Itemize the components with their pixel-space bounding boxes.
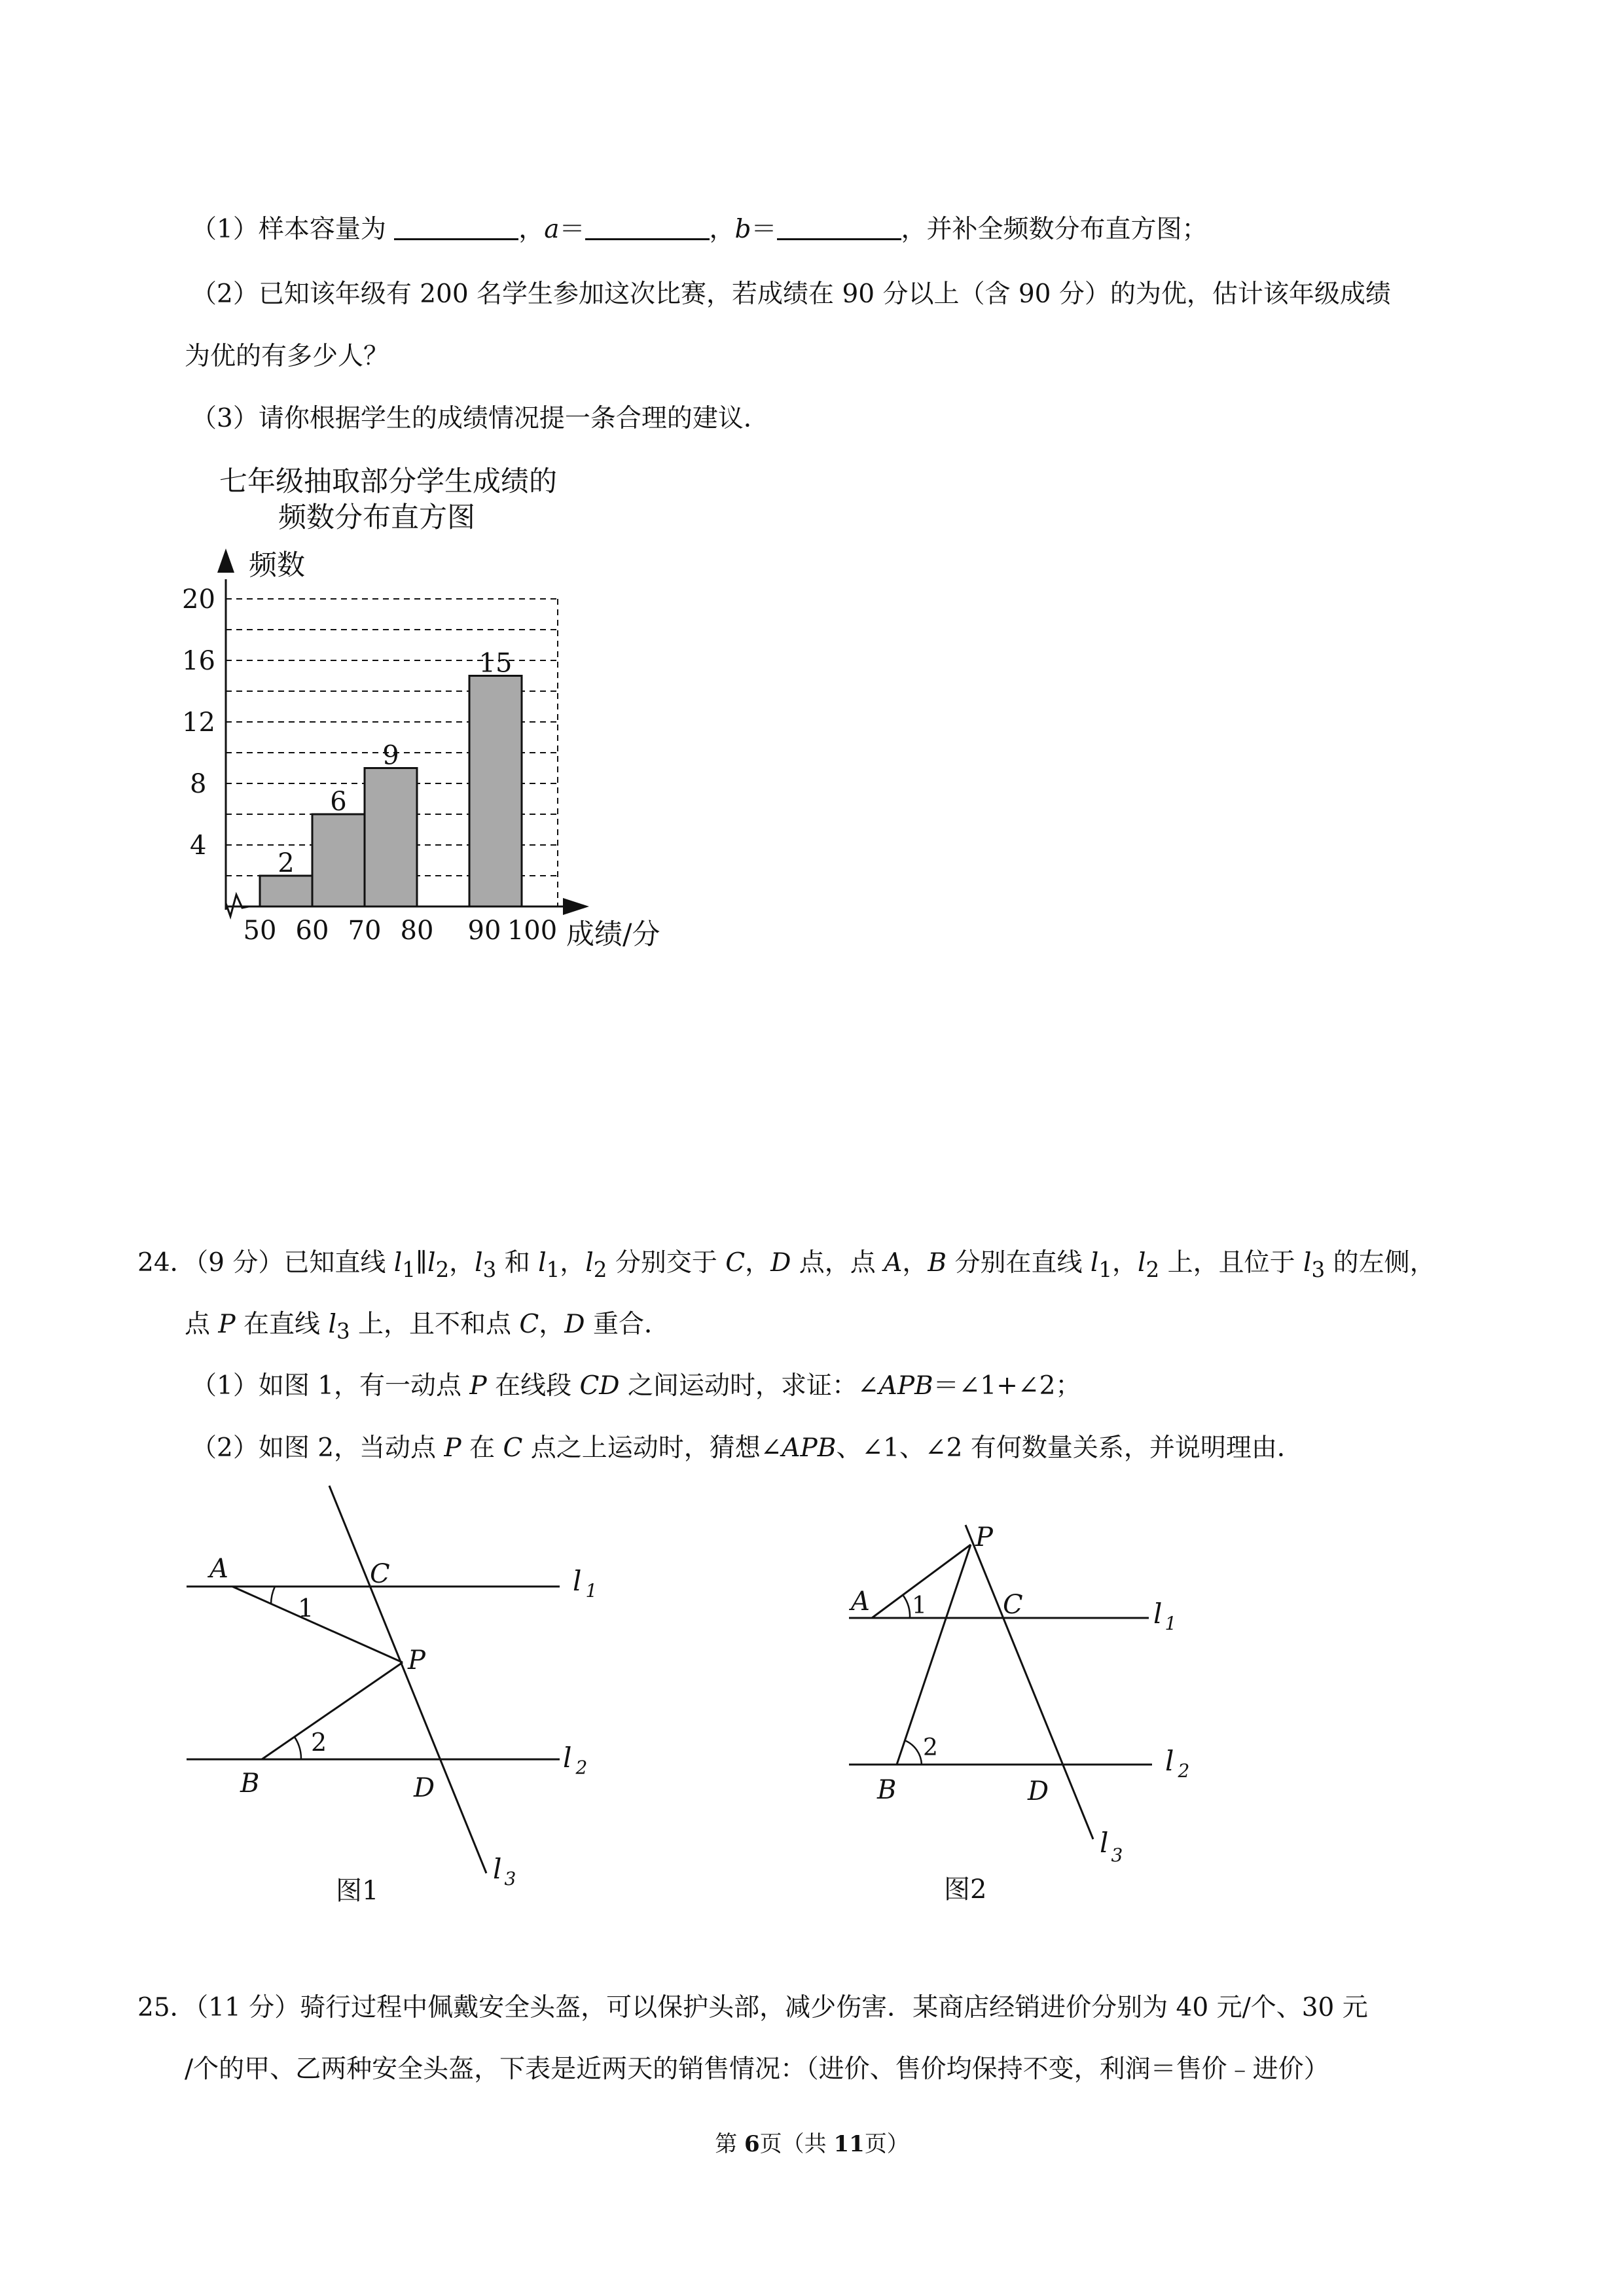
angle-1-label: 1 (298, 1594, 314, 1623)
y-axis-label: 频数 (249, 549, 305, 582)
l2-label: l $_2$ (1165, 1745, 1190, 1782)
y-axis-arrow (217, 548, 234, 573)
q24-subq1: （1）如图 1，有一动点 P 在线段 CD 之间运动时，求证：∠APB＝∠1+∠2； (191, 1371, 1081, 1401)
a-blank[interactable] (585, 216, 710, 240)
segment-BP (262, 1662, 403, 1759)
y-tick-label: 20 (182, 584, 215, 615)
q23-part3: （3）请你根据学生的成绩情况提一条合理的建议． (191, 404, 769, 433)
bar-value-label: 6 (330, 787, 347, 817)
l1-label: l $_1$ (1153, 1598, 1177, 1634)
point-P-label: P (408, 1645, 425, 1676)
histogram-bar (260, 876, 312, 906)
histogram-chart (170, 458, 707, 969)
line-l3 (329, 1486, 486, 1873)
y-tick-label: 12 (182, 708, 215, 738)
x-tick-label: 50 (243, 916, 277, 946)
l1-label: l $_1$ (573, 1565, 598, 1602)
point-D-label: D (414, 1773, 435, 1803)
point-C-label: C (370, 1559, 390, 1589)
angle-1-arc (903, 1596, 910, 1618)
point-C-label: C (1003, 1590, 1023, 1620)
point-B-label: B (877, 1775, 897, 1805)
l3-label: l $_3$ (1100, 1827, 1123, 1866)
angle-2-arc (905, 1740, 922, 1765)
point-B-label: B (240, 1768, 260, 1799)
q23-part2-line2: 为优的有多少人？ (185, 342, 389, 371)
total-pages: 11 (833, 2131, 865, 2157)
y-tick-label: 16 (182, 646, 215, 676)
q23-part2-line1: （2）已知该年级有 200 名学生参加这次比赛，若成绩在 90 分以上（含 90 分）的为优，估计该年级成绩 (191, 279, 1391, 309)
x-tick-label: 100 (507, 916, 558, 946)
bar-value-label: 2 (278, 848, 295, 878)
q25-line1: 25．（11 分）骑行过程中佩戴安全头盔，可以保护头部，减少伤害．某商店经销进价分别为 40 元/个、30 元 (137, 1993, 1368, 2022)
angle-2-arc (295, 1737, 301, 1759)
angle-2-label: 2 (311, 1728, 327, 1757)
histogram-bar (312, 814, 365, 906)
y-ticks (182, 584, 215, 861)
point-A-label: A (851, 1587, 870, 1617)
angle-1-arc (271, 1587, 275, 1604)
chart-title-line2: 频数分布直方图 (278, 501, 475, 534)
b-blank[interactable] (777, 216, 901, 240)
angle-1-label: 1 (912, 1592, 927, 1619)
y-tick-label: 8 (190, 769, 207, 799)
x-tick-label: 80 (400, 916, 434, 946)
q24-line2: 点 P 在直线 $l_3$ 上，且不和点 C，D 重合． (185, 1310, 670, 1344)
q25-line2: /个的甲、乙两种安全头盔，下表是近两天的销售情况：（进价、售价均保持不变，利润＝售价﹣进价） (185, 2054, 1329, 2084)
figure-1-caption: 图1 (336, 1876, 379, 1906)
x-tick-label: 90 (467, 916, 501, 946)
x-ticks (244, 916, 558, 946)
chart-bars (260, 649, 522, 907)
histogram-bar (365, 768, 417, 907)
figure-1 (170, 1473, 759, 1931)
point-P-label: P (975, 1522, 993, 1552)
page-footer: 第 6页（共 11页） (715, 2131, 909, 2157)
l2-label: l $_2$ (563, 1742, 588, 1778)
x-axis-label: 成绩/分 (566, 918, 660, 951)
x-tick-label: 60 (295, 916, 329, 946)
segment-AP (232, 1587, 403, 1662)
sample-size-blank[interactable] (394, 216, 518, 240)
chart-title-line1: 七年级抽取部分学生成绩的 (219, 465, 557, 498)
q24-line1: 24．（9 分）已知直线 $l_1\parallel l_2$，$l_3$ 和 $l_1$，$l_2$ 分别交于 C，D 点，点 A，B 分别在直线 $l_1$，$l_2$ 上，且位于 $l_3$ 的左侧， (137, 1248, 1435, 1282)
point-A-label: A (209, 1554, 228, 1584)
segment-BP (897, 1545, 971, 1765)
point-D-label: D (1028, 1776, 1049, 1806)
current-page: 6 (744, 2131, 760, 2157)
figure-2 (831, 1505, 1237, 1937)
q24-subq2: （2）如图 2，当动点 P 在 C 点之上运动时，猜想∠APB、∠1、∠2 有何数量关系，并说明理由． (191, 1433, 1303, 1463)
angle-2-label: 2 (923, 1734, 938, 1761)
q23-part1: （1）样本容量为 ，a＝ ，b＝ ，并补全频数分布直方图； (191, 215, 1208, 244)
y-tick-label: 4 (190, 831, 207, 861)
l3-label: l $_3$ (493, 1853, 516, 1890)
figure-2-caption: 图2 (944, 1874, 987, 1905)
histogram-bar (469, 676, 522, 907)
x-axis-arrow (563, 898, 589, 915)
bar-value-label: 9 (382, 740, 399, 771)
x-tick-label: 70 (348, 916, 382, 946)
bar-value-label: 15 (478, 648, 513, 679)
